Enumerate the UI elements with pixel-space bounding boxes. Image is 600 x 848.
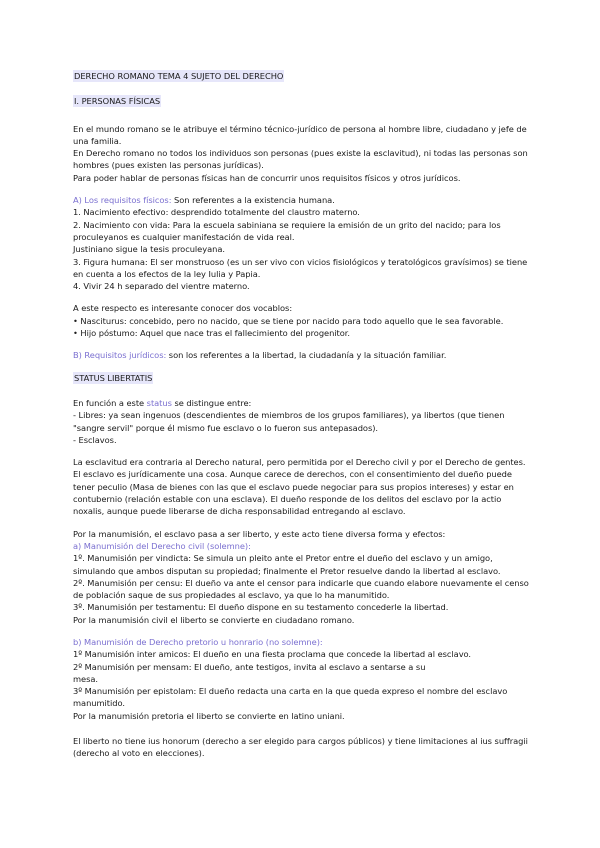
paragraph-persona-definicion: En el mundo romano se le atribuye el término técnico-jurídico de persona al hombre libre, ciudadano y jefe de una familia. [73,123,527,146]
paragraph-no-todos-personas: En Derecho romano no todos los individuos son personas (pues existe la esclavitud), ni todas las personas son hombres (pues existen las personas jurídicas). [73,148,528,171]
requisitos-juridicos-text: son los referentes a la libertad, la ciudadanía y la situación familiar. [166,350,447,361]
list-item-inter-amicos: 1º Manumisión inter amicos: El dueño en una fiesta proclama que concede la libertad al esclavo. [73,649,472,660]
list-item-vivir-24h: 4. Vivir 24 h separado del vientre materno. [73,281,250,292]
list-item-per-vindicta: 1º. Manumisión per vindicta: Se simula un pleito ante el Pretor entre el dueño del esclavo y un amigo, simulando que ambos disputan su propiedad; finalmente el Pretor resuelve dando la libertad al esclavo. [73,553,501,576]
list-item-per-mensam: 2º Manumisión per mensam: El dueño, ante testigos, invita al esclavo a sentarse a su [73,661,426,672]
list-item-per-censu: 2º. Manumisión per censu: El dueño va ante el censor para indicarle que cuando elabore nuevamente el censo de población saque de sus propiedades al esclavo, ya que lo ha manumitido. [73,577,529,601]
section-heading-status-libertatis: STATUS LIBERTATIS [74,372,153,383]
vocablo-hijo-postumo: • Hijo póstumo: Aquel que nace tras el fallecimiento del progenitor. [73,328,350,339]
list-item-per-testamentu: 3º. Manumisión per testamentu: El dueño dispone en su testamento concederle la libertad. [73,602,449,613]
list-item-per-mensam-cont: mesa. [73,673,98,684]
paragraph-requisitos-intro: Para poder hablar de personas físicas han de concurrir unos requisitos físicos y otros jurídicos. [73,172,461,183]
manumision-civil-conclusion: Por la manumisión civil el liberto se convierte en ciudadano romano. [73,614,355,625]
manumision-civil-label: a) Manumisión del Derecho civil (solemne): [73,540,251,551]
status-intro [73,397,529,409]
vocablos-intro: A este respecto es interesante conocer dos vocablos: [73,303,293,314]
list-item-esclavos: - Esclavos. [73,434,117,445]
list-item-nacimiento-con-vida: 2. Nacimiento con vida: Para la escuela sabiniana se requiere la emisión de un grito del nacido; para los proculeyanos es cualquier manifestación de vida real. [73,219,501,242]
paragraph-esclavitud: La esclavitud era contraria al Derecho natural, pero permitida por el Derecho civil y por el Derecho de gentes. El esclavo es jurídicamente una cosa. Aunque carece de derechos, con el consentimiento del dueño puede tener peculio (Masa de bienes con las que el esclavo puede negociar para sus propios intereses) y estar en contubernio (relación estable con una esclava). El dueño responde de los delitos del esclavo por la actio noxalis, aunque puede liberarse de dicha responsabilidad entregando al esclavo. [73,457,526,517]
section-heading-personas-fisicas: I. PERSONAS FÍSICAS [74,96,161,107]
vocablo-nasciturus: • Nasciturus: concebido, pero no nacido, que se tiene por nacido para todo aquello que le sea favorable. [73,315,504,326]
document-title: DERECHO ROMANO TEMA 4 SUJETO DEL DERECHO [74,71,284,81]
requisitos-fisicos-text: Son referentes a la existencia humana. [171,195,335,206]
status-word: status [146,397,172,408]
requisitos-fisicos-label: A) Los requisitos físicos: [73,195,172,206]
list-item-justiniano: Justiniano sigue la tesis proculeyana. [73,244,225,255]
list-item-per-epistolam: 3º Manumisión per epistolam: El dueño redacta una carta en la que queda expreso el nombre del esclavo manumitido. [73,686,508,709]
list-item-figura-humana: 3. Figura humana: El ser monstruoso (es un ser vivo con vicios fisiológicos y teratológicos gravísimos) se tiene en cuenta a los efectos de la ley Iulia y Papia. [73,256,528,279]
list-item-libres: - Libres: ya sean ingenuos (descendientes de miembros de los grupos familiares), ya libertos (que tienen "sangre servil" porque él mismo fue esclavo o lo fueron sus antepasados). [73,410,505,433]
document-body [73,70,529,760]
paragraph-manumision: Por la manumisión, el esclavo pasa a ser liberto, y este acto tiene diversa forma y efectos: [73,528,446,539]
list-item-nacimiento-efectivo: 1. Nacimiento efectivo: desprendido totalmente del claustro materno. [73,207,360,218]
manumision-pretoria-conclusion: Por la manumisión pretoria el liberto se convierte en latino uniani. [73,710,345,721]
status-intro-b: se distingue entre: [171,397,252,408]
paragraph-liberto-final: El liberto no tiene ius honorum (derecho a ser elegido para cargos públicos) y tiene limitaciones al ius suffragii (derecho al voto en elecciones). [73,736,528,759]
status-intro-a: En función a este [73,397,147,408]
requisitos-juridicos-label: B) Requisitos jurídicos: [73,350,167,361]
manumision-pretorio-label: b) Manumisión de Derecho pretorio u honrario (no solemne): [73,636,323,647]
requisitos-juridicos-line [73,349,529,361]
requisitos-fisicos-line [73,194,529,206]
